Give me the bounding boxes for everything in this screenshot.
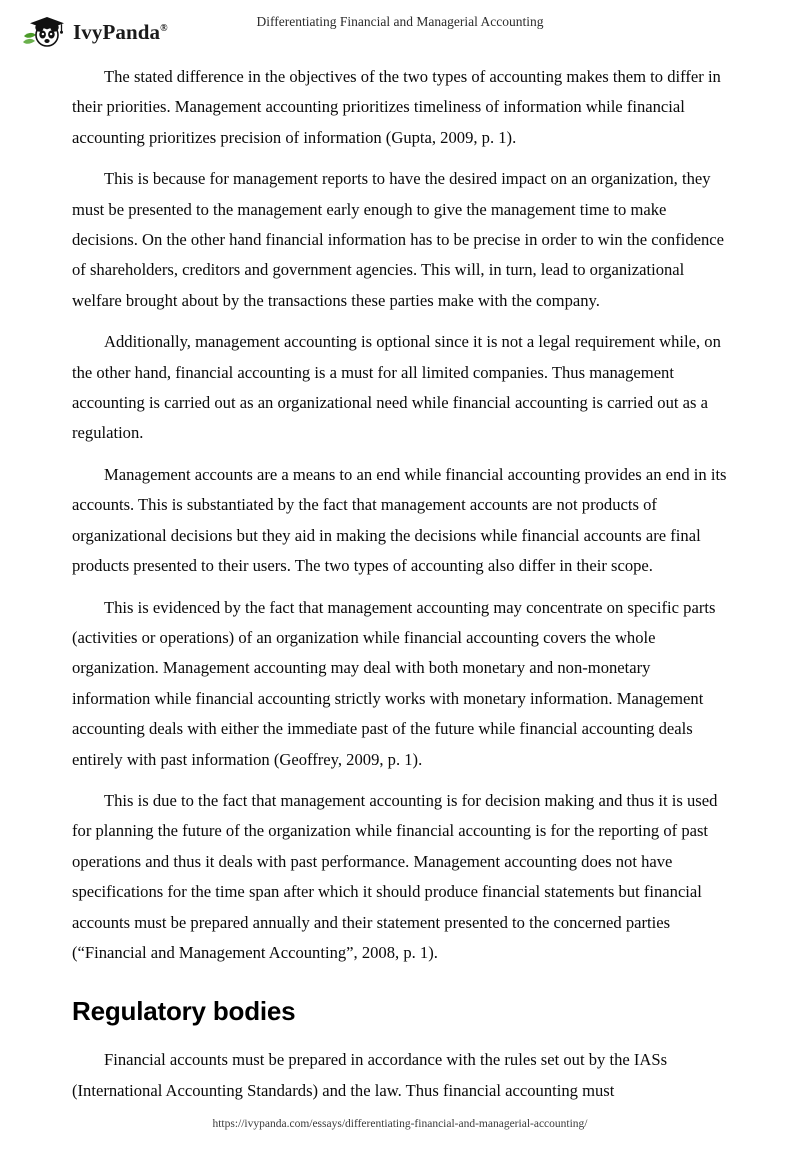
- paragraph: This is because for management reports to have the desired impact on an organization, they must be presented to the management early enough to give the management time to make decisions. On the other hand financial information has to be precise in order to win the confidence of shareholders, creditors and government agencies. This will, in turn, lead to organizational welfare brought about by the transactions these parties make with the company.: [72, 169, 725, 310]
- registered-mark: ®: [160, 22, 168, 34]
- paragraph: Additionally, management accounting is optional since it is not a legal requirement while, on the other hand, financial accounting is a must for all limited companies. Thus management accounting is carried out as an organizational need while financial accounting is carried out as a regulation.: [72, 332, 721, 443]
- page-title: Differentiating Financial and Managerial Accounting: [256, 14, 544, 29]
- paragraph: This is due to the fact that management accounting is for decision making and thus it is used for planning the future of the organization while financial accounting is for the reporting of past operations and thus it deals with past performance. Management accounting does not have specifications for the time span after which it should produce financial statements but financial accounts must be prepared annually and their statement presented to the concerned parties (“Financial and Management Accounting”, 2008, p. 1).: [72, 790, 718, 962]
- page-footer: [0, 1114, 800, 1132]
- document-content: [72, 62, 728, 1117]
- paragraph: The stated difference in the objectives of the two types of accounting makes them to differ in their priorities. Management accounting prioritizes timeliness of information while financial accounting prioritizes precision of information (Gupta, 2009, p. 1).: [72, 67, 721, 147]
- page-header: [0, 0, 800, 62]
- brand-name-text: IvyPanda: [73, 19, 161, 44]
- paragraph: This is evidenced by the fact that management accounting may concentrate on specific parts (activities or operations) of an organization while financial accounting covers the whole organization. Management accounting may deal with both monetary and non-monetary information while financial accounting strictly works with monetary information. Management accounting deals with either the immediate past of the future while financial accounting deals entirely with past information (Geoffrey, 2009, p. 1).: [72, 597, 716, 769]
- paragraph: Financial accounts must be prepared in accordance with the rules set out by the IASs (International Accounting Standards) and the law. Thus financial accounting must: [72, 1050, 668, 1100]
- section-heading: Regulatory bodies: [72, 996, 296, 1027]
- paragraph: Management accounts are a means to an end while financial accounting provides an end in its accounts. This is substantiated by the fact that management accounts are not products of organizational decisions but they aid in making the decisions while financial accounts are final products presented to their users. The two types of accounting also differ in their scope.: [72, 464, 727, 576]
- source-url-link[interactable]: https://ivypanda.com/essays/differentiating-financial-and-managerial-accounting/: [212, 1118, 588, 1130]
